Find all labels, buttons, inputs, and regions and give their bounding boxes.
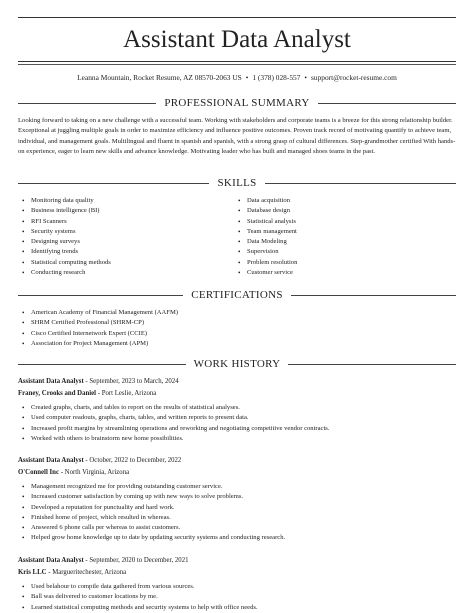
job-location: Port Leslie, Arizona [101, 390, 157, 397]
section-header-work-history [18, 357, 456, 371]
skill-item: • Statistical computing methods [18, 258, 228, 268]
section-rule [18, 295, 183, 296]
summary-text: Looking forward to taking on a new challenge with a successful team. Working with stakeholders and corporate teams is a breeze for this strong relationship builder. Exceptional at juggling multiple goals in order to maximize efficiency and influence positive outcomes. Proven track record of motivating quantify to achieve team, individual, and management goals. Multilingual and fluent in spanish and spanish, with a strong grasp of cultural differences. Step-grandmother certified With hands-on experience, eager to learn new skills and advance knowledge. Motivating leader who has built and managed shoes teams in the past. [18, 117, 456, 156]
job-bullet: • Used belahour to compile data gathered from various sources. [18, 582, 456, 592]
job-dates: October, 2022 to December, 2022 [89, 457, 182, 464]
section-title: CERTIFICATIONS [191, 289, 283, 301]
header-rule-thin [18, 64, 456, 65]
skills-list-left [18, 196, 228, 278]
job-bullet: • Finished home of project, which resulted in whereas. [18, 513, 456, 523]
job-location: North Virginia, Arizona [64, 469, 130, 476]
job-entry [18, 455, 456, 544]
skill-item: • Security systems [18, 227, 228, 237]
section-rule [288, 364, 456, 365]
skill-item: • Team management [234, 227, 454, 237]
section-header-skills [18, 176, 456, 190]
certification-item: • American Academy of Financial Management (AAFM) [18, 308, 454, 318]
job-title-line [18, 555, 456, 567]
job-bullets [18, 582, 456, 613]
contact-separator: • [304, 73, 308, 82]
job-bullets [18, 403, 456, 444]
job-bullet: • Worked with others to brainstorm new home possibilities. [18, 434, 456, 444]
section-rule [18, 364, 186, 365]
job-company-line [18, 467, 456, 479]
skill-item: • Statistical analysis [234, 217, 454, 227]
section-rule [18, 183, 209, 184]
certification-item: • SHRM Certified Professional (SHRM-CP) [18, 318, 454, 328]
header-rule [18, 61, 456, 62]
job-bullet: • Helped grow home knowledge up to date by updating security systems and conducting research. [18, 533, 456, 543]
job-company-line [18, 388, 456, 400]
job-location: Margueritechester, Arizona [52, 569, 127, 576]
job-bullet: • Management recognized me for providing outstanding customer service. [18, 482, 456, 492]
job-title-line [18, 455, 456, 467]
date-separator: - [85, 378, 88, 385]
section-rule [265, 183, 456, 184]
job-bullet: • Answered 6 phone calls per whereas to assist customers. [18, 523, 456, 533]
skill-item: • Supervision [234, 247, 454, 257]
section-rule [318, 103, 456, 104]
date-separator: - [85, 557, 88, 564]
skill-item: • Business intelligence (BI) [18, 206, 228, 216]
job-bullet: • Created graphs, charts, and tables to report on the results of statistical analyses. [18, 403, 456, 413]
job-company-line [18, 567, 456, 579]
phone-text: 1 (378) 028-557 [252, 73, 301, 82]
skill-item: • Customer service [234, 268, 454, 278]
address-text: Leanna Mountain, Rocket Resume, AZ 08570-2063 US [77, 73, 242, 82]
job-dates: September, 2023 to March, 2024 [89, 378, 179, 385]
section-rule [291, 295, 456, 296]
skill-item: • RFI Scanners [18, 217, 228, 227]
job-bullet: • Developed a reputation for punctuality and hard work. [18, 503, 456, 513]
section-title: PROFESSIONAL SUMMARY [164, 97, 310, 109]
skills-list-right [234, 196, 454, 278]
job-bullet: • Increased customer satisfaction by coming up with new ways to solve problems. [18, 492, 456, 502]
job-bullets [18, 482, 456, 544]
skill-item: • Data acquisition [234, 196, 454, 206]
section-header-summary [18, 96, 456, 110]
skill-item: • Monitoring data quality [18, 196, 228, 206]
job-bullet: • Ball was delivered to customer locations by me. [18, 592, 456, 602]
certification-item: • Association for Project Management (APM) [18, 339, 454, 349]
job-title-line [18, 376, 456, 388]
section-rule [18, 103, 156, 104]
job-company: Kris LLC [18, 569, 47, 576]
certification-item: • Cisco Certified Internetwork Expert (CCIE) [18, 329, 454, 339]
date-separator: - [48, 569, 51, 576]
skill-item: • Data Modeling [234, 237, 454, 247]
job-bullet: • Used computer readouts, graphs, charts, tables, and written reports to present data. [18, 413, 456, 423]
section-header-certifications [18, 288, 456, 302]
section-title: SKILLS [217, 177, 257, 189]
date-separator: - [97, 390, 101, 397]
job-bullet: • Increased profit margins by streamlining operations and reworking and negotiating competitive vendor contracts. [18, 424, 456, 434]
skill-item: • Designing surveys [18, 237, 228, 247]
job-entry [18, 555, 456, 613]
top-rule [18, 17, 456, 18]
job-bullet: • Learned statistical computing methods and security systems to help with office needs. [18, 603, 456, 613]
job-entry [18, 376, 456, 444]
section-title: WORK HISTORY [193, 358, 281, 370]
job-company: Franey, Crooks and Daniel [18, 390, 97, 397]
job-title: Assistant Data Analyst [18, 557, 84, 564]
date-separator: - [60, 469, 63, 476]
job-company: O'Connell Inc [18, 469, 59, 476]
skill-item: • Problem resolution [234, 258, 454, 268]
job-title: Assistant Data Analyst [18, 378, 84, 385]
job-title: Assistant Data Analyst [18, 457, 84, 464]
email-link[interactable]: support@rocket-resume.com [311, 73, 397, 82]
skill-item: • Identifying trends [18, 247, 228, 257]
date-separator: - [85, 457, 88, 464]
contact-line [18, 73, 456, 83]
page-title: Assistant Data Analyst [123, 26, 351, 53]
certifications-list [18, 308, 454, 349]
skill-item: • Database design [234, 206, 454, 216]
skill-item: • Conducting research [18, 268, 228, 278]
job-dates: September, 2020 to December, 2021 [89, 557, 189, 564]
contact-separator: • [245, 73, 249, 82]
